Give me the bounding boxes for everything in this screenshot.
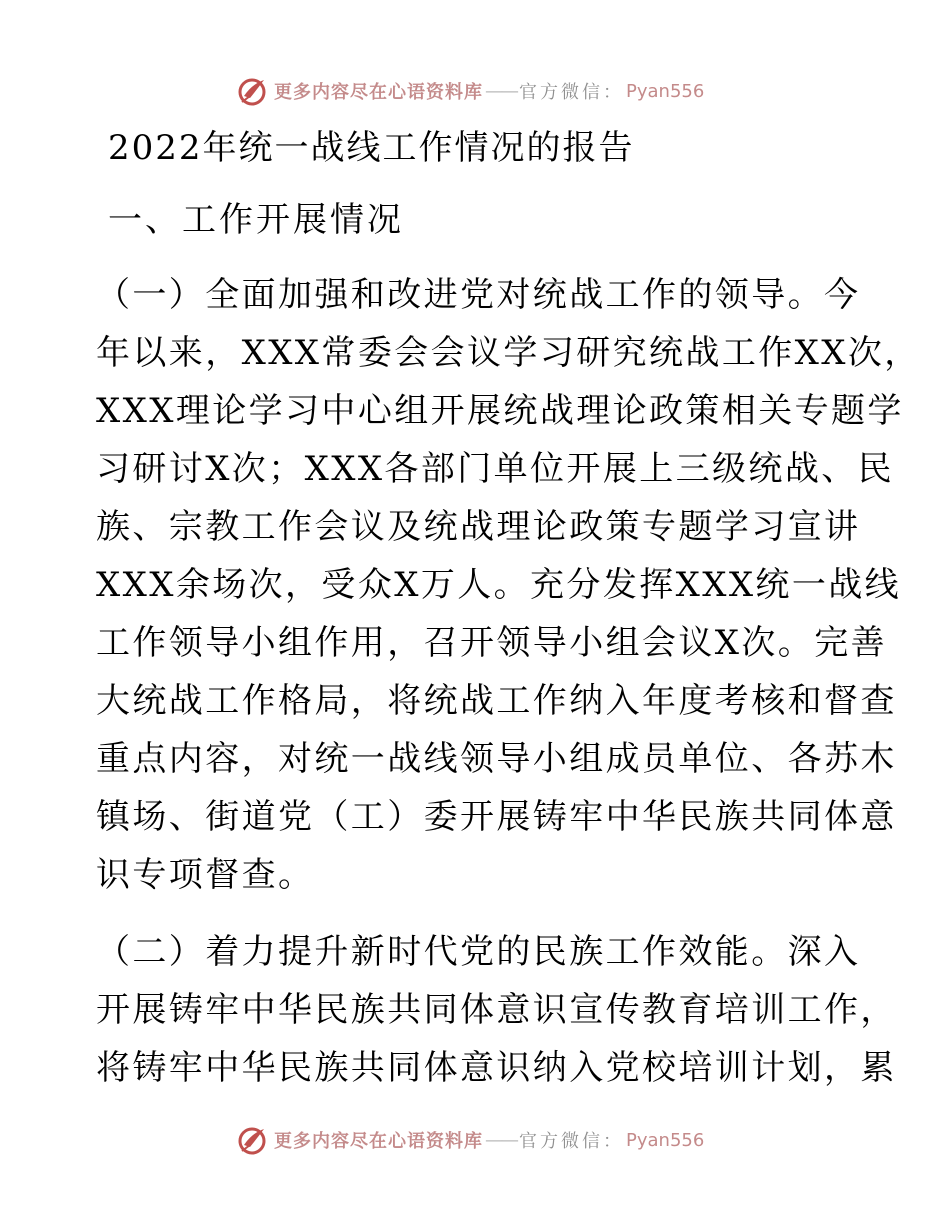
watermark-official-label: 官方微信：: [519, 1131, 624, 1152]
quill-logo-icon: [236, 74, 270, 108]
paragraph-line: 习研讨X次；XXX各部门单位开展上三级统战、民: [96, 449, 895, 489]
paragraph-line: 重点内容，对统一战线领导小组成员单位、各苏木: [96, 739, 897, 779]
watermark-text: 更多内容尽在心语资料库: [274, 82, 483, 103]
paragraph-line: 年以来，XXX常委会会议学习研究统战工作XX次，: [96, 333, 921, 373]
paragraph-line: 开展铸牢中华民族共同体意识宣传教育培训工作，: [96, 990, 897, 1030]
paragraph-line: 工作领导小组作用，召开领导小组会议X次。完善: [96, 623, 888, 663]
paragraph-2: [96, 923, 897, 1097]
watermark-wechat-id: Pyan556: [626, 1129, 705, 1151]
watermark-header: [236, 73, 704, 109]
watermark-wechat-id: Pyan556: [626, 80, 705, 102]
paragraph-line: 识专项督查。: [96, 855, 315, 895]
paragraph-line: 将铸牢中华民族共同体意识纳入党校培训计划，累: [96, 1048, 897, 1088]
paragraph-line: 镇场、街道党（工）委开展铸牢中华民族共同体意: [96, 797, 897, 837]
paragraph-1: [96, 266, 921, 904]
paragraph-line: 大统战工作格局，将统战工作纳入年度考核和督查: [96, 681, 897, 721]
paragraph-line: （一）全面加强和改进党对统战工作的领导。今: [96, 275, 861, 315]
paragraph-line: （二）着力提升新时代党的民族工作效能。深入: [96, 932, 861, 972]
paragraph-line: XXX余场次，受众X万人。充分发挥XXX统一战线: [96, 565, 902, 605]
watermark-dash: ——: [485, 80, 517, 102]
watermark-footer: [236, 1122, 704, 1158]
watermark-text: 更多内容尽在心语资料库: [274, 1131, 483, 1152]
watermark-official-label: 官方微信：: [519, 82, 624, 103]
quill-logo-icon: [236, 1123, 270, 1157]
document-title: 2022年统一战线工作情况的报告: [108, 128, 635, 168]
watermark-dash: ——: [485, 1129, 517, 1151]
paragraph-line: 族、宗教工作会议及统战理论政策专题学习宣讲: [96, 507, 861, 547]
paragraph-line: XXX理论学习中心组开展统战理论政策相关专题学: [96, 391, 904, 431]
section-heading: 一、工作开展情况: [108, 200, 404, 240]
